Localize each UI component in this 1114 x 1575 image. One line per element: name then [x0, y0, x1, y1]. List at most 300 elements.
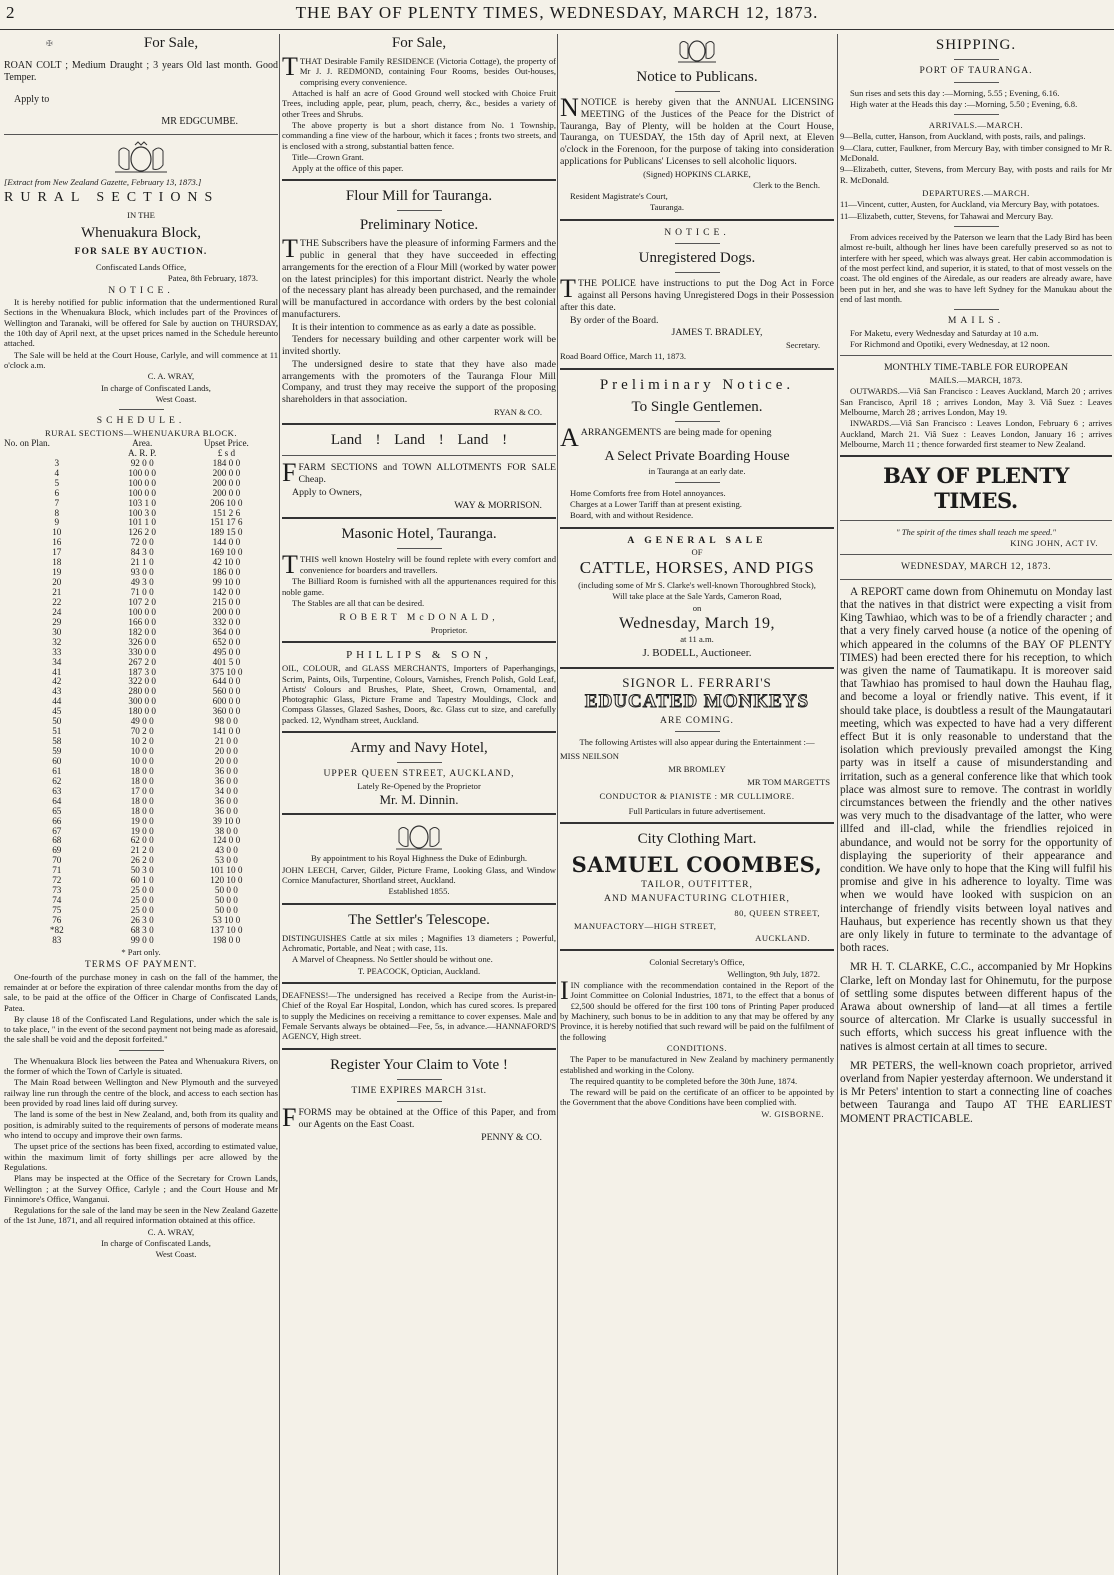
upset-price: 360 0 0	[212, 706, 241, 717]
plan-number: 18	[52, 557, 62, 568]
upset-price: 200 0 0	[212, 467, 241, 478]
area: 21 1 0	[130, 557, 154, 568]
divider	[560, 949, 834, 951]
for-sale-text: Attached is half an acre of Good Ground well stocked with Choice Fruit Trees, including apple, pear, plum, peach, cherry, &c., besides a variety of other Trees and Shrubs.	[282, 87, 556, 119]
upset-price: 151 17 6	[210, 517, 243, 528]
plan-number: 41	[52, 666, 62, 677]
artiste: MISS NEILSON	[560, 750, 619, 761]
area: 60 1 0	[130, 875, 154, 886]
plan-number: 29	[52, 616, 62, 627]
upset-price: 141 0 0	[212, 726, 241, 737]
telescope-heading: The Settler's Telescope.	[348, 911, 490, 928]
area: 25 0 0	[130, 905, 154, 916]
divider	[954, 226, 999, 227]
for-sale-name: MR EDGCUMBE.	[161, 116, 238, 127]
terms-paragraph: Plans may be inspected at the Office of the Secretary for Crown Lands, Wellington ; at the Survey Office, Carlyle ; and the Court House and Mr Finnimore's Office, Wanganui.	[4, 1173, 278, 1204]
plan-number: 3	[54, 457, 60, 468]
land-text: Apply to Owners,	[292, 486, 362, 498]
upset-price: 560 0 0	[212, 686, 241, 697]
divider	[282, 517, 556, 519]
city-clothing-mart: City Clothing Mart.	[637, 831, 757, 848]
colonial-text: The reward will be paid on the certificate of an officer to be appointed by the Government that the above Conditions have been complied with.	[560, 1087, 834, 1108]
royal-crest-icon	[111, 141, 171, 175]
terms-paragraph: Regulations for the sale of the land may be seen in the New Zealand Gazette of the 1st June, 1871, and all required information obtained at this office.	[4, 1205, 278, 1226]
area: 84 3 0	[130, 547, 154, 558]
area: 180 0 0	[128, 706, 156, 717]
column-4	[840, 34, 1112, 1575]
column-2	[282, 34, 556, 1575]
area: 72 0 0	[130, 537, 154, 548]
plan-number: 10	[52, 527, 62, 538]
area: 126 2 0	[128, 527, 156, 538]
col-header: Area.	[132, 437, 153, 448]
notice-paragraph: The Sale will be held at the Court House, Carlyle, and will commence at 11 o'clock a.m.	[4, 349, 278, 370]
army-navy-proprietor: Mr. M. Dinnin.	[379, 791, 459, 807]
area: 18 0 0	[130, 775, 154, 786]
drop-cap: T	[282, 52, 298, 81]
divider	[282, 731, 556, 733]
masonic-text: THIS well known Hostelry will be found replete with every comfort and convenience for boarders and travellers.	[299, 554, 556, 575]
upset-price: 206 10 0	[210, 497, 243, 508]
plan-number: 51	[52, 726, 62, 737]
area: 19 0 0	[130, 825, 154, 836]
upset-price: 50 0 0	[214, 885, 238, 896]
cattle-heading: CATTLE, HORSES, AND PIGS	[579, 558, 815, 578]
flour-mill-heading: Flour Mill for Tauranga.	[345, 188, 493, 205]
preliminary-notice-heading: Preliminary Notice.	[599, 376, 795, 393]
terms-paragraph: The upset price of the sections has been fixed, according to estimated value, within the maximum limit of forty shillings per acre allowed by the Regulations.	[4, 1141, 278, 1172]
area: 10 0 0	[130, 755, 154, 766]
upset-price: 375 10 0	[210, 666, 243, 677]
upset-price: 38 0 0	[214, 825, 238, 836]
drop-cap: F	[282, 458, 297, 488]
boarding-text: ARRANGEMENTS are being made for opening	[580, 426, 772, 438]
terms-paragraph: The Main Road between Wellington and New Plymouth and the surveyed railway line run through the centre of the block, and access to each section has been provided by road lines laid off during survey.	[4, 1077, 278, 1109]
divider	[675, 421, 720, 422]
artiste: MR TOM MARGETTS	[747, 777, 830, 788]
schedule-subheading: RURAL SECTIONS—WHENUAKURA BLOCK.	[44, 427, 238, 438]
land-text: FARM SECTIONS and TOWN ALLOTMENTS FOR SALE Cheap.	[298, 462, 556, 485]
colonial-office: Colonial Secretary's Office,	[649, 957, 745, 968]
upset-price: 36 0 0	[214, 775, 238, 786]
area: 25 0 0	[130, 885, 154, 896]
colonial-text: The required quantity to be completed before the 30th June, 1874.	[570, 1075, 798, 1086]
signature: In charge of Confiscated Lands,	[101, 1238, 211, 1249]
divider	[840, 579, 1112, 580]
signature: WAY & MORRISON.	[454, 499, 542, 511]
area: 17 0 0	[130, 785, 154, 796]
area: 26 2 0	[130, 855, 154, 866]
divider	[840, 355, 1112, 356]
upset-price: 101 10 0	[210, 865, 243, 876]
masonic-text: The Stables are all that can be desired.	[292, 597, 425, 608]
divider	[675, 482, 720, 483]
shipping-text: Sun rises and sets this day :—Morning, 5.55 ; Evening, 6.16.	[850, 87, 1060, 98]
divider	[282, 903, 556, 905]
shipping-heading: SHIPPING.	[935, 37, 1017, 53]
clothier-address: MANUFACTORY—HIGH STREET,	[574, 920, 717, 931]
royal-crest-icon	[675, 36, 719, 64]
divider	[560, 368, 834, 370]
for-sale-text: THAT Desirable Family RESIDENCE (Victoria Cottage), the property of Mr J. J. REDMOND, containing Four Rooms, besides Out-houses, comprising every convenience.	[299, 56, 556, 87]
divider	[840, 455, 1112, 457]
divider	[119, 1050, 164, 1051]
column-1	[4, 34, 278, 1575]
signature: T. PEACOCK, Optician, Auckland.	[357, 965, 481, 976]
upset-price: 50 0 0	[214, 895, 238, 906]
upset-price: 36 0 0	[214, 795, 238, 806]
plan-number: 34	[52, 656, 62, 667]
area: 166 0 0	[128, 616, 156, 627]
plan-number: 45	[52, 706, 62, 717]
area: 18 0 0	[130, 765, 154, 776]
monthly-subheading: MAILS.—MARCH, 1873.	[929, 375, 1023, 385]
full-particulars: Full Particulars in future advertisement.	[628, 805, 766, 816]
plan-number: 19	[52, 567, 62, 578]
area: 182 0 0	[128, 626, 156, 637]
single-gentlemen-heading: To Single Gentlemen.	[631, 398, 763, 415]
area: 62 0 0	[130, 835, 154, 846]
divider	[954, 114, 999, 115]
flour-text: Tenders for necessary building and other carpenter work will be invited shortly.	[282, 334, 556, 358]
for-sale-text: Title—Crown Grant.	[292, 151, 364, 162]
plan-number: 83	[52, 934, 62, 945]
plan-number: 74	[52, 895, 62, 906]
divider	[675, 243, 720, 244]
upset-price: 36 0 0	[214, 765, 238, 776]
signature: Proprietor.	[430, 624, 468, 635]
signature: Secretary.	[785, 340, 820, 350]
flour-text: The undersigned desire to state that they have also made arrangements with the promoters of the Tauranga Flour Mill Company, and trust they may receive the support of the proposing shareholders in that association.	[282, 358, 556, 406]
upset-price: 21 0 0	[214, 736, 238, 747]
in-the: IN THE	[127, 210, 155, 221]
area: 25 0 0	[130, 895, 154, 906]
register-subheading: TIME EXPIRES MARCH 31st.	[351, 1084, 487, 1096]
divider	[282, 982, 556, 984]
divider	[282, 813, 556, 815]
col-subheader: A. R. P.	[128, 447, 157, 458]
area: 100 0 0	[128, 477, 156, 488]
upset-price: 184 0 0	[212, 457, 241, 468]
upset-price: 20 0 0	[214, 746, 238, 757]
for-sale-heading: For Sale,	[143, 35, 199, 51]
area: 99 0 0	[130, 934, 154, 945]
auctioneer: J. BODELL, Auctioneer.	[642, 647, 752, 660]
gazette-extract: [Extract from New Zealand Gazette, February 13, 1873.]	[4, 177, 202, 187]
mails-heading: MAILS.	[947, 315, 1005, 327]
divider	[282, 641, 556, 643]
outwards-text: OUTWARDS.—Viâ San Francisco : Leaves Auckland, March 20 ; arrives San Francisco, April 18 ; arrives London, May 3. Viâ Suez : Leaves Melbourne, March 28 ; arrives London, May 19.	[840, 386, 1112, 417]
lands-office-date: Patea, 8th February, 1873.	[167, 273, 258, 284]
area: 50 3 0	[130, 865, 154, 876]
general-sale-on: on	[692, 602, 702, 613]
terms-paragraph: The Whenuakura Block lies between the Patea and Whenuakura Rivers, on the former of which the Town of Carlyle is situated.	[4, 1055, 278, 1077]
area: 18 0 0	[130, 795, 154, 806]
area: 19 0 0	[130, 815, 154, 826]
arrivals-heading: ARRIVALS.—MARCH.	[928, 120, 1024, 131]
monthly-heading: MONTHLY TIME-TABLE FOR EUROPEAN	[883, 362, 1069, 374]
for-sale-by-auction: FOR SALE BY AUCTION.	[74, 246, 208, 258]
area: 18 0 0	[130, 805, 154, 816]
divider	[675, 272, 720, 273]
plan-number: 70	[52, 855, 62, 866]
publicans-heading: Notice to Publicans.	[636, 69, 758, 85]
general-sale-date: Wednesday, March 19,	[618, 614, 776, 632]
plan-number: 8	[54, 507, 60, 518]
svg-text:✠: ✠	[46, 39, 53, 48]
upset-price: 200 0 0	[212, 606, 241, 617]
column-divider	[279, 34, 280, 1575]
upset-price: 34 0 0	[214, 785, 238, 796]
divider	[282, 423, 556, 425]
area: 68 3 0	[130, 924, 154, 935]
drop-cap: A	[560, 422, 579, 452]
area: 322 0 0	[128, 676, 156, 687]
general-sale-text: Will take place at the Sale Yards, Cameron Road,	[612, 591, 782, 602]
arrival: 9—Elizabeth, cutter, Stevens, from Mercury Bay, with posts and rails for Mr R. McDonald.	[840, 164, 1112, 185]
plan-number: 64	[52, 795, 62, 806]
editorial-paragraph: MR PETERS, the well-known coach proprietor, arrived overland from Napier yesterday afternoon. We understand it is Mr Peters' intention to start a connecting line of coaches between Tauranga and Taupo AT THE EARLIEST MOMENT PRACTICABLE.	[840, 1059, 1112, 1125]
column-divider	[837, 34, 838, 1575]
upset-price: 42 10 0	[212, 557, 241, 568]
divider	[282, 455, 556, 456]
road-board-office: Road Board Office, March 11, 1873.	[560, 351, 687, 362]
col-subheader: £ s d	[217, 447, 236, 458]
divider	[397, 762, 442, 763]
divider	[397, 548, 442, 549]
upset-price: 137 10 0	[210, 924, 243, 935]
divider	[560, 219, 834, 221]
area: 101 1 0	[128, 517, 156, 528]
samuel-coombes: SAMUEL COOMBES,	[571, 852, 823, 878]
area: 100 0 0	[128, 467, 156, 478]
plan-number: 73	[52, 885, 62, 896]
signature: (Signed) HOPKINS CLARKE,	[643, 168, 751, 179]
divider	[397, 1101, 442, 1102]
plan-number: 30	[52, 626, 62, 637]
upset-price: 169 10 0	[210, 547, 243, 558]
upset-price: 644 0 0	[212, 676, 241, 687]
plan-number: 44	[52, 696, 62, 707]
small-crest-icon	[44, 34, 74, 52]
area: 26 3 0	[130, 914, 154, 925]
terms-paragraph: The land is some of the best in New Zealand, and, both from its quality and position, is admirably suited to the requirements of persons of moderate means who intend to occupy and improve their own farms.	[4, 1109, 278, 1140]
area: 100 0 0	[128, 606, 156, 617]
upset-price: 401 5 0	[212, 656, 241, 667]
boarding-text: Home Comforts free from Hotel annoyances.	[570, 487, 726, 498]
shipping-text: High water at the Heads this day :—Morning, 5.50 ; Evening, 6.8.	[850, 98, 1078, 109]
area: 103 1 0	[128, 497, 156, 508]
divider	[675, 731, 720, 732]
area: 107 2 0	[128, 596, 156, 607]
upset-price: 200 0 0	[212, 477, 241, 488]
court-address: Tauranga.	[650, 202, 684, 213]
plan-number: 5	[54, 477, 60, 488]
area: 21 2 0	[130, 845, 154, 856]
artiste: MR BROMLEY	[668, 764, 726, 775]
area: 300 0 0	[128, 696, 156, 707]
boarding-house: A Select Private Boarding House	[604, 448, 790, 464]
part-only-note: * Part only.	[121, 946, 161, 957]
plan-number: 22	[52, 596, 62, 607]
dogs-text: THE POLICE have instructions to put the Dog Act in Force against all Persons having Unregistered Dogs in their Possession after this date.	[560, 278, 834, 313]
plan-number: 67	[52, 825, 62, 836]
plan-number: 63	[52, 785, 62, 796]
signature: In charge of Confiscated Lands,	[101, 382, 211, 393]
signature: W. GISBORNE.	[761, 1108, 824, 1119]
schedule-row	[4, 936, 278, 946]
divider	[560, 822, 834, 824]
lands-office: Confiscated Lands Office,	[95, 261, 187, 272]
upset-price: 98 0 0	[214, 716, 238, 727]
clothier-address: 80, QUEEN STREET,	[734, 908, 820, 919]
departure: 11—Elizabeth, cutter, Stevens, for Tahawai and Mercury Bay.	[840, 210, 1054, 221]
upset-price: 142 0 0	[212, 587, 241, 598]
divider	[675, 91, 720, 92]
conditions-heading: CONDITIONS.	[666, 1042, 728, 1053]
artistes-intro: The following Artistes will also appear during the Entertainment :—	[579, 737, 815, 748]
plan-number: 58	[52, 736, 62, 747]
editorial-paragraph: MR H. T. CLARKE, C.C., accompanied by Mr Hopkins Clarke, left on Monday last for Ohinemutu, for the purpose of settling some disputes between different hapus of the Arawa about ownership of land—at all times a fertile source of altercation. Mr Clarke is usually successful in such efforts, which success his great influence with the natives is almost certain at all times to secure.	[840, 961, 1112, 1053]
upset-price: 20 0 0	[214, 755, 238, 766]
plan-number: 17	[52, 547, 62, 558]
area: 267 2 0	[128, 656, 156, 667]
clothier-text: TAILOR, OUTFITTER,	[641, 879, 753, 891]
publicans-text: NOTICE is hereby given that the ANNUAL LICENSING MEETING of the Justices of the Peace for the District of Tauranga, Bay of Plenty, will be holden at the Court House, Tauranga, on TUESDAY, the 15th day of April next, at Eleven o'clock in the Forenoon, for the purpose of taking into consideration applications for Publicans' Licenses to sell alcoholic liquors.	[560, 97, 834, 167]
general-sale-text: (including some of Mr S. Clarke's well-known Thoroughbred Stock),	[578, 579, 816, 590]
area: 326 0 0	[128, 636, 156, 647]
terms-heading: TERMS OF PAYMENT.	[84, 959, 198, 971]
drop-cap: T	[282, 550, 298, 580]
area: 92 0 0	[130, 457, 154, 468]
boarding-text: Board, with and without Residence.	[570, 510, 694, 521]
area: 330 0 0	[128, 646, 156, 657]
upset-price: 198 0 0	[212, 934, 241, 945]
royal-crest-icon	[392, 821, 446, 851]
general-sale-time: at 11 a.m.	[680, 634, 714, 644]
bay-of-plenty-times-nameplate: BAY OF PLENTY TIMES.	[883, 463, 1069, 514]
conductor: CONDUCTOR & PIANISTE : MR CULLIMORE.	[599, 790, 795, 801]
boarding-text: Charges at a Lower Tariff than at present existing.	[570, 499, 742, 510]
whenuakura-block-heading: Whenuakura Block,	[81, 225, 201, 242]
masonic-hotel-heading: Masonic Hotel, Tauranga.	[341, 526, 497, 543]
plan-number: 59	[52, 746, 62, 757]
for-sale-heading: For Sale,	[391, 35, 447, 51]
upset-price: 332 0 0	[212, 616, 241, 627]
telescope-text: A Marvel of Cheapness. No Settler should be without one.	[292, 954, 493, 965]
divider	[954, 309, 999, 310]
plan-number: 33	[52, 646, 62, 657]
plan-number: 75	[52, 905, 62, 916]
for-sale-text: The above property is but a short distance from No. 1 Township, commanding a fine view of the harbour, which it faces ; fronts two streets, and is enclosed with a strong, substantial batten fence.	[282, 119, 556, 151]
port-heading: PORT OF TAURANGA.	[919, 65, 1033, 76]
col-header: No. on Plan.	[4, 437, 50, 448]
drop-cap: I	[560, 976, 569, 1006]
column-divider	[557, 34, 558, 1575]
upset-price: 144 0 0	[212, 537, 241, 548]
schedule-table	[4, 439, 278, 946]
area: 187 3 0	[128, 666, 156, 677]
signature: Clerk to the Bench.	[753, 179, 820, 190]
masthead	[0, 0, 1114, 30]
upset-price: 53 0 0	[214, 855, 238, 866]
masonic-text: The Billiard Room is furnished with all the appurtenances required for this noble game.	[282, 576, 556, 597]
upset-price: 215 0 0	[212, 596, 241, 607]
rural-sections-heading: RURAL SECTIONS	[4, 190, 220, 206]
upset-price: 200 0 0	[212, 487, 241, 498]
plan-number: 4	[54, 467, 60, 478]
for-sale-text: Apply at the office of this paper.	[292, 163, 404, 174]
dogs-heading: Unregistered Dogs.	[638, 250, 756, 267]
ferrari-heading: SIGNOR L. FERRARI'S	[622, 674, 772, 690]
terms-paragraph: One-fourth of the purchase money in cash on the fall of the hammer, the remainder at or before the expiration of three calendar months from the day of sale, to be paid at the office of the Officer in Charge of Confiscated Lands, Patea.	[4, 971, 278, 1013]
area: 49 3 0	[130, 577, 154, 588]
plan-number: 69	[52, 845, 62, 856]
divider	[954, 82, 999, 83]
area: 71 0 0	[130, 587, 154, 598]
signature: ROBERT McDONALD,	[339, 612, 499, 624]
editorial-paragraph: A REPORT came down from Ohinemutu on Monday last that the natives in that district were expecting a visit from King Tawhiao, which was to be of a friendly character ; and that a very finely carved house (a notice of the opening of which appeared in the columns of the BAY OF PLENTY TIMES) had been erected there for his reception, to which was given the name of Taumatikapu. It is moreover said that Tawhiao has promised to haul down the Hauhau flag, and become a loyal or friendly native. This event, if it should take place, is doubtless a result of the Maungatautari meeting, which was expected to have had a very different effect But it is only reasonable to understand that the isolation which previously prevailed amongst the King party was in itself a cause of misunderstanding and irritation, such as a general conference like that which took place was almost sure to remove. The contrast in worldly circumstances between the friendly and the other natives was very much to the disadvantage of the latter, who were illfed and ill-clad, while the friendlies rejoiced in abundance, and would not be sorry for the opportunity of displaying the superiority of their appearance and condition. We have only to hope that the King will fulfil his promise and give in his adherence to loyalty. Time was when we would have looked with suspicion on an interchange of friendly visits between loyal natives and Hauhaus, but experience has recently shown us that they are only likely in future to terminate to the advantage of both races.	[840, 585, 1112, 955]
plan-number: 16	[52, 537, 62, 548]
area: 100 0 0	[128, 487, 156, 498]
mails-text: For Richmond and Opotiki, every Wednesday, at 12 noon.	[850, 338, 1050, 349]
area: 93 0 0	[130, 567, 154, 578]
flour-text: THE Subscribers have the pleasure of informing Farmers and the public in general that they have succeeded in effecting arrangements for the erection of a Flour Mill (worked by water power on the latest principles) for this important district. Nearly the whole of the necessary plant has already been purchased, and the remainder will be manufactured in accordance with orders by the best colonial manufacturers.	[282, 238, 556, 320]
court-address: Resident Magistrate's Court,	[570, 191, 668, 202]
departure: 11—Vincent, cutter, Austen, for Auckland, via Mercury Bay, with potatoes.	[840, 199, 1100, 210]
colonial-text: The Paper to be manufactured in New Zealand by machinery permanently established and working in the Colony.	[560, 1054, 834, 1075]
register-text: FORMS may be obtained at the Office of this Paper, and from our Agents on the East Coast.	[298, 1107, 556, 1130]
notice-heading: NOTICE.	[108, 284, 174, 296]
notice-heading: NOTICE.	[664, 226, 730, 238]
plan-number: *82	[49, 924, 64, 935]
phillips-text: OIL, COLOUR, and GLASS MERCHANTS, Importers of Paperhangings, Scrim, Paints, Oils, Turpentine, Colours, Varnishes, French Polish, Gold Leaf, Artists' Colours and Brushes, Plate, Sheet, Crown, Ornamental, and Photographic Glass, Picture Frame and Tapestry Mouldings, Clock and Compass Glasses, Glazed Sashes, Doors, &c. Glass cut to size, and carefully packed. 12, Wyndham street, Auckland.	[282, 663, 556, 725]
divider	[397, 210, 442, 211]
plan-number: 65	[52, 805, 62, 816]
divider	[397, 1079, 442, 1080]
mails-text: For Maketu, every Wednesday and Saturday at 10 a.m.	[850, 327, 1039, 338]
plan-number: 9	[54, 517, 60, 528]
upset-price: 36 0 0	[214, 805, 238, 816]
column-3	[560, 34, 834, 1575]
upset-price: 495 0 0	[212, 646, 241, 657]
plan-number: 7	[54, 497, 60, 508]
colonial-text: IN compliance with the recommendation contained in the Report of the Joint Committee on Colonial Industries, 1871, to the effect that a bonus of £2,500 should be offered for the first 100 tons of Printing Paper produced by Machinery, such bonus to be in addition to any that may be offered by any Province, it is hereby notified that such reward will be paid on the fulfilment of the following	[560, 980, 834, 1042]
clothier-text: AND MANUFACTURING CLOTHIER,	[604, 892, 790, 904]
upset-price: 189 15 0	[210, 527, 243, 538]
signature: C. A. WRAY,	[147, 371, 195, 382]
divider	[954, 59, 999, 60]
divider	[282, 1048, 556, 1050]
upset-price: 186 0 0	[212, 567, 241, 578]
terms-paragraph: By clause 18 of the Confiscated Land Regulations, under which the sale is to take place, " in the event of the second payment not being made as aforesaid, the sale shall be void and the deposit forfeited."	[4, 1013, 278, 1045]
land-heading: Land ! Land ! Land !	[330, 432, 508, 449]
plan-number: 61	[52, 765, 62, 776]
army-navy-text: Lately Re-Opened by the Proprietor	[357, 780, 481, 791]
upset-price: 364 0 0	[212, 626, 241, 637]
upset-price: 50 0 0	[214, 905, 238, 916]
drop-cap: N	[560, 93, 579, 122]
col-header: Upset Price.	[203, 437, 249, 448]
upset-price: 43 0 0	[214, 845, 238, 856]
upset-price: 53 10 0	[212, 914, 241, 925]
area: 10 0 0	[130, 746, 154, 757]
page-number: 2	[6, 3, 15, 22]
plan-number: 6	[54, 487, 60, 498]
preliminary-notice-heading: Preliminary Notice.	[359, 217, 479, 234]
notice-paragraph: It is hereby notified for public information that the undermentioned Rural Sections in the Whenuakura Block, which includes part of the Provinces of Wellington and Taranaki, will be offered for Sale by auction on THURSDAY, the 10th day of April next, at the upset prices named in the Schedule hereunto attached.	[4, 297, 278, 349]
edition-date: WEDNESDAY, MARCH 12, 1873.	[901, 561, 1051, 573]
